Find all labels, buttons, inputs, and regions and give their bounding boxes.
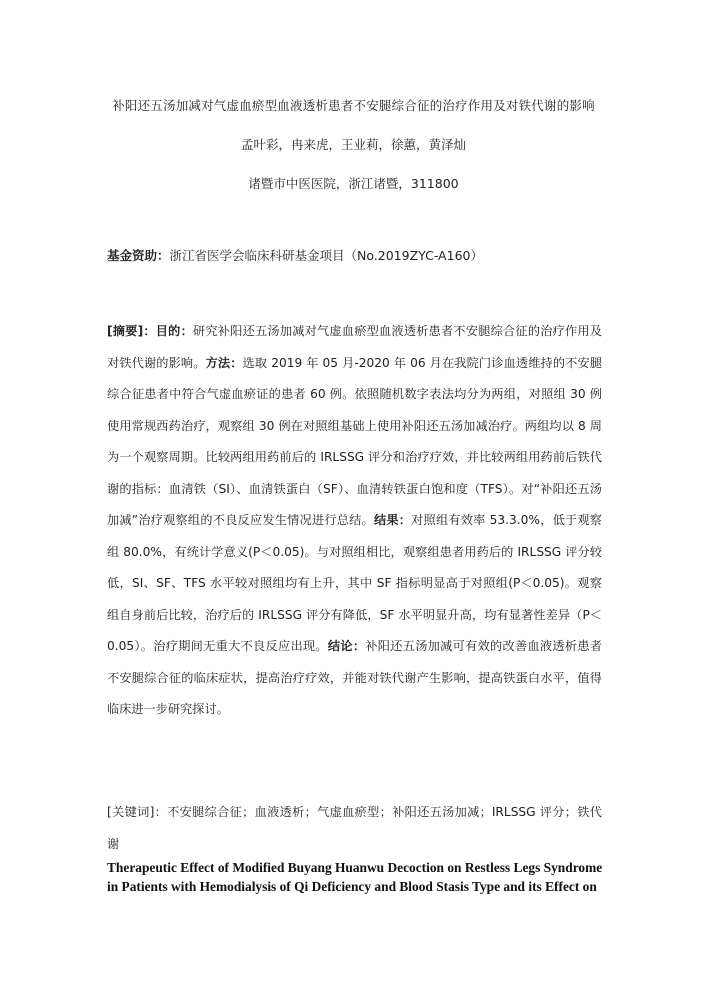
english-title-line-1: Therapeutic Effect of Modified Buyang Huanwu Decoction on Restless Legs Syndrome: [107, 860, 603, 875]
paper-title: 补阳还五汤加减对气虚血瘀型血液透析患者不安腿综合征的治疗作用及对铁代谢的影响: [112, 98, 595, 113]
keywords-text: 不安腿综合征；血液透析；气虚血瘀型；补阳还五汤加减；IRLSSG 评分；铁代谢: [107, 805, 602, 851]
affiliation: 诸暨市中医医院，浙江诸暨，311800: [248, 176, 459, 191]
objective-label: 目的：: [155, 324, 193, 338]
conclusion-text: 补阳还五汤加减可有效的改善血液透析患者不安腿综合征的临床症状，提高治疗疗效，并能对铁代谢产生影响，提高铁蛋白水平，值得临床进一步研究探讨。: [107, 639, 603, 716]
methods-label: 方法：: [205, 355, 243, 370]
results-text: 对照组有效率 53.3.0%，低于观察组 80.0%，有统计学意义(P＜0.05)。与对照组相比，观察组患者用药后的 IRLSSG 评分较低，SI、SF、TFS 水平较对照组均有上升，其中 SF 指标明显高于对照组(P＜0.05)。观察组自身前后比较，治疗后的 IRLSSG 评分有降低，SF 水平明显升高，均有显著性差异（P＜0.05）。治疗期间无重大不良反应出现。: [107, 513, 602, 653]
results-label: 结果：: [373, 513, 412, 527]
conclusion-label: 结论：: [327, 639, 366, 653]
methods-text: 选取 2019 年 05 月-2020 年 06 月在我院门诊血透维持的不安腿综合征患者中符合气虚血瘀证的患者 60 例。依照随机数字表法均分为两组，对照组 30 例使用常规西药治疗，观察组 30 例在对照组基础上使用补阳还五汤加减治疗。两组均以 8 周为一个观察周期。比较两组用药前后的 IRLSSG 评分和治疗疗效，并比较两组用药前后铁代谢的指标：血清铁（SI）、血清铁蛋白（SF）、血清转铁蛋白饱和度（TFS）。对“补阳还五汤加减”治疗观察组的不良反应发生情况进行总结。: [107, 355, 603, 527]
abstract-label: [摘要]：: [107, 324, 156, 338]
author-list: 孟叶彩，冉来虎，王业莉，徐蕙，黄泽灿: [240, 137, 466, 152]
keywords-label: [关键词]：: [107, 805, 168, 819]
fund-statement: [107, 246, 607, 264]
fund-label: 基金资助：: [107, 248, 170, 263]
keywords: [107, 796, 602, 860]
english-title: [107, 858, 607, 896]
objective-text: 研究补阳还五汤加减对气虚血瘀型血液透析患者不安腿综合征的治疗作用及对铁代谢的影响。: [107, 324, 603, 370]
fund-text: 浙江省医学会临床科研基金项目（No.2019ZYC-A160）: [169, 248, 483, 263]
abstract: [107, 316, 602, 726]
english-title-line-2: in Patients with Hemodialysis of Qi Deficiency and Blood Stasis Type and its Effect on: [107, 879, 597, 894]
